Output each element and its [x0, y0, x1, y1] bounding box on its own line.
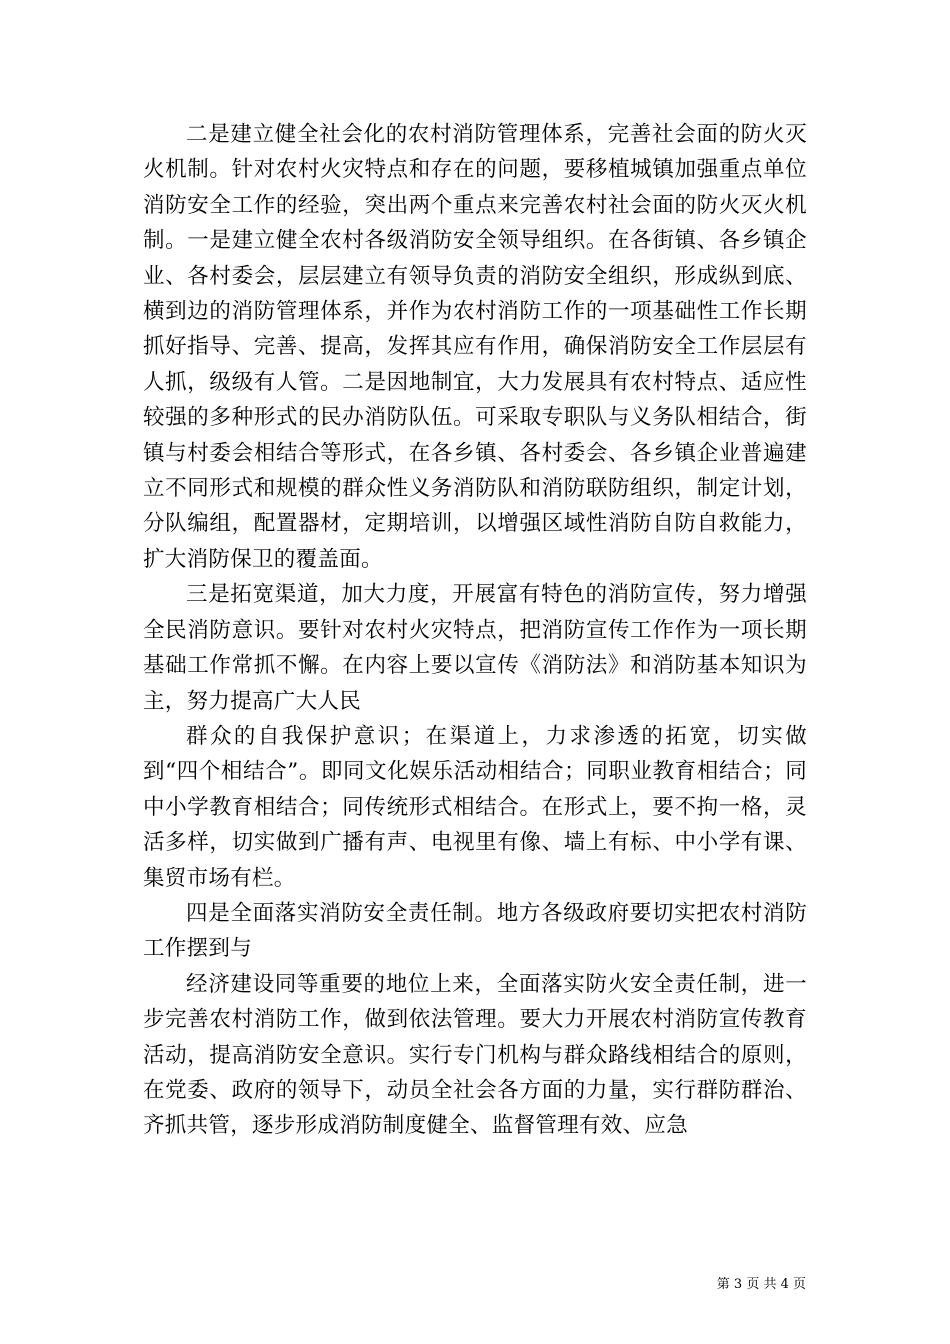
paragraph-fire-publicity: 三是拓宽渠道，加大力度，开展富有特色的消防宣传，努力增强全民消防意识。要针对农村火灾特点，把消防宣传工作作为一项长期基础工作常抓不懈。在内容上要以宣传《消防法》和消防基本知识为主，努力提高广大人民 [143, 582, 807, 714]
paragraph-self-protection-awareness: 群众的自我保护意识；在渠道上，力求渗透的拓宽，切实做到“四个相结合”。即同文化娱乐活动相结合；同职业教育相结合；同中小学教育相结合；同传统形式相结合。在形式上，要不拘一格，灵活多样，切实做到广播有声、电视里有像、墙上有标、中小学有课、集贸市场有栏。 [143, 723, 807, 891]
paragraph-rural-fire-management-system: 二是建立健全社会化的农村消防管理体系，完善社会面的防火灭火机制。针对农村火灾特点和存在的问题，要移植城镇加强重点单位消防安全工作的经验，突出两个重点来完善农村社会面的防火灭火机制。一是建立健全农村各级消防安全领导组织。在各街镇、各乡镇企业、各村委会，层层建立有领导负责的消防安全组织，形成纵到底、横到边的消防管理体系，并作为农村消防工作的一项基础性工作长期抓好指导、完善、提高，发挥其应有作用，确保消防安全工作层层有人抓，级级有人管。二是因地制宜，大力发展具有农村特点、适应性较强的多种形式的民办消防队伍。可采取专职队与义务队相结合，街镇与村委会相结合等形式，在各乡镇、各村委会、各乡镇企业普遍建立不同形式和规模的群众性义务消防队和消防联防组织，制定计划，分队编组，配置器材，定期培训，以增强区域性消防自防自救能力，扩大消防保卫的覆盖面。 [143, 122, 807, 572]
paragraph-economic-construction: 经济建设同等重要的地位上来，全面落实防火安全责任制，进一步完善农村消防工作，做到依法管理。要大力开展农村消防宣传教育活动，提高消防安全意识。实行专门机构与群众路线相结合的原则，在党委、政府的领导下，动员全社会各方面的力量，实行群防群治、齐抓共管，逐步形成消防制度健全、监督管理有效、应急 [143, 971, 807, 1139]
page-number-footer: 第 3 页 共 4 页 [716, 1277, 806, 1292]
paragraph-safety-responsibility: 四是全面落实消防安全责任制。地方各级政府要切实把农村消防工作摆到与 [143, 900, 807, 962]
document-body [143, 117, 807, 1144]
